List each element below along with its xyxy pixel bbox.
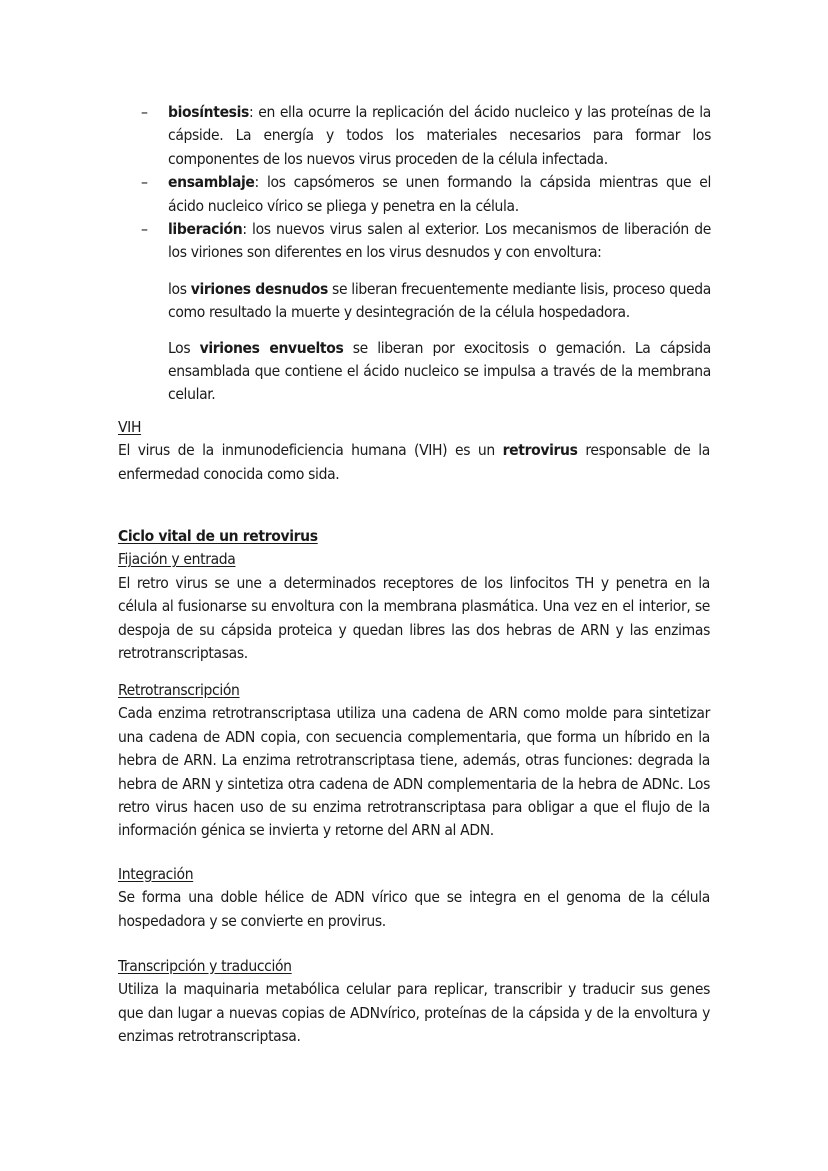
dash-bullet: –	[141, 220, 148, 239]
replication-phases-list	[141, 101, 711, 407]
list-item-ensamblaje	[141, 171, 711, 218]
term-liberacion: liberación	[168, 220, 243, 239]
liberacion-envueltos	[141, 337, 711, 407]
text-liberacion: : los nuevos virus salen al exterior. Los mecanismos de liberación de los viriones son diferentes en los virus desnudos y con envoltura:	[168, 220, 711, 262]
vih-text-before: El virus de la inmunodeficiencia humana (VIH) es un	[118, 441, 503, 460]
dash-bullet: –	[141, 173, 148, 192]
transcripcion-section	[118, 955, 710, 1049]
dash-bullet: –	[141, 103, 148, 121]
list-item-biosintesis	[141, 101, 711, 171]
desnudos-pre: los	[168, 279, 191, 298]
vih-paragraph	[118, 439, 710, 486]
term-retrovirus: retrovirus	[502, 441, 578, 460]
section-title-integracion: Integración	[118, 865, 194, 883]
retrotranscripcion-section	[118, 679, 710, 843]
section-title-retrotranscripcion: Retrotranscripción	[118, 681, 240, 699]
ciclo-heading: Ciclo vital de un retrovirus	[118, 527, 318, 545]
section-text-transcripcion: Utiliza la maquinaria metabólica celular para replicar, transcribir y traducir sus genes que dan lugar a nuevas copias de ADNvírico, proteínas de la cápsida y de la envoltura y enzimas retrotranscriptasa.	[118, 980, 710, 1046]
integracion-section	[118, 863, 710, 933]
liberacion-desnudos	[141, 278, 711, 325]
envueltos-text: se liberan por exocitosis o gemación. La cápsida ensamblada que contiene el ácido nucleico se impulsa a través de la membrana celular.	[168, 338, 711, 404]
section-text-integracion: Se forma una doble hélice de ADN vírico que se integra en el genoma de la célula hospedadora y se convierte en provirus.	[118, 888, 710, 930]
vih-text-after: responsable de la enfermedad conocida como sida.	[118, 441, 710, 483]
text-biosintesis: : en ella ocurre la replicación del ácido nucleico y las proteínas de la cápside. La energía y todos los materiales necesarios para formar los componentes de los nuevos virus proceden de la célula infectada.	[168, 103, 711, 168]
term-biosintesis: biosíntesis	[168, 103, 250, 121]
ciclo-section	[118, 525, 710, 665]
term-ensamblaje: ensamblaje	[168, 173, 255, 192]
section-title-transcripcion: Transcripción y traducción	[118, 957, 292, 975]
vih-section	[118, 416, 710, 486]
section-text-retrotranscripcion: Cada enzima retrotranscriptasa utiliza una cadena de ARN como molde para sintetizar una cadena de ADN copia, con secuencia complementaria, que forma un híbrido en la hebra de ARN. La enzima retrotranscriptasa tiene, además, otras funciones: degrada la hebra de ARN y sintetiza otra cadena de ADN complementaria de la hebra de ADNc. Los retro virus hacen uso de su enzima retrotranscriptasa para obligar a que el flujo de la información génica se invierta y retorne del ARN al ADN.	[118, 704, 710, 840]
term-viriones-desnudos: viriones desnudos	[190, 279, 328, 298]
text-ensamblaje: : los capsómeros se unen formando la cápsida mientras que el ácido nucleico vírico se pliega y penetra en la célula.	[168, 173, 711, 215]
section-title-fijacion: Fijación y entrada	[118, 550, 236, 569]
section-text-fijacion: El retro virus se une a determinados receptores de los linfocitos TH y penetra en la célula al fusionarse su envoltura con la membrana plasmática. Una vez en el interior, se despoja de su cápsida proteica y quedan libres las dos hebras de ARN y las enzimas retrotranscriptasas.	[118, 573, 710, 663]
list-item-liberacion	[141, 218, 711, 265]
envueltos-pre: Los	[168, 338, 200, 357]
term-viriones-envueltos: viriones envueltos	[199, 338, 344, 357]
vih-heading: VIH	[118, 418, 142, 436]
desnudos-text: se liberan frecuentemente mediante lisis, proceso queda como resultado la muerte y desintegración de la célula hospedadora.	[168, 279, 711, 322]
